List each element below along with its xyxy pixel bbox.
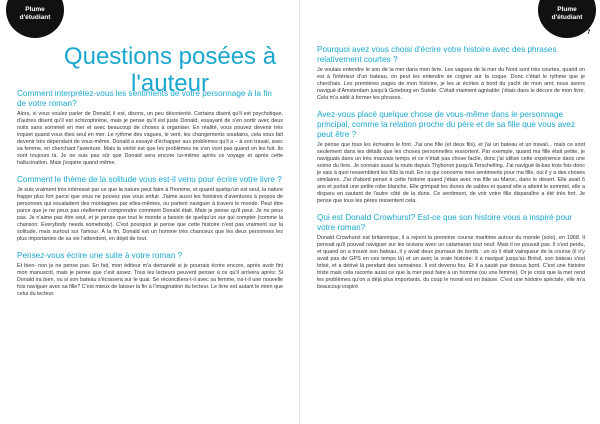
answer-text: Donald Crowhurst est britannique, il a rejoint la première course maritime autour du monde (solo), en 1968. Il pensait qu'il pouvait naviguer sur les océans avec un catamaran tout neuf. Mais il ne pouvait pas. Il s'est perdu, et quand on a trouvé son bateau, il y avait deux journaux de bords : un où il était vainqueur de la course (il n'y avait pas de GPS en ces temps là) et un avec la vraie histoire: il a navigué jusqu'au Brésil, son bateau s'est brisé, et a dérivé là pendant des semaines. Il est devenu fou. Et il a sauté par dessus bord. C'est une histoire triste mais cela raconte aussi ce que la mer peut faire à un homme (ou une femme). Or je crois que la mer rend les problèmes qu'on a déjà plus importants, du coup le moral est en baisse. C'est une histoire spéciale, elle m'a beaucoup inspiré. <box>317 235 585 290</box>
section-tab <box>6 0 64 38</box>
section-tab-label: Plume d'étudiant <box>551 6 583 21</box>
question-heading: Qui est Donald Crowhurst? Est-ce que son histoire vous a inspiré pour votre roman? <box>317 213 573 232</box>
answer-text: Je voulais entendre le son de la mer dans mon livre. Les vagues de la mer du Nord sont très courtes, quand on est à l'intérieur d'un bateau, on peut les entendre se cogner sur la coque. Donc c'était le rythme que je cherchais. Les premières pages de mon histoire, je les ai écrites à bord du yacht de mon ami; nous avons navigué d'Amsterdam jusqu'à Goteborg en Suède. C'était vraiment agréable: j'étais dans le décors de mon livre. Cela m'a aidé à former les phrases. <box>317 67 585 101</box>
right-page <box>300 0 600 424</box>
answer-text: Je suis vraiment très intéressé par ce que la nature peut faire à l'homme, et quand quelqu'un est seul, la nature frappe plus fort parce que vous ne pouvez pas vous enfuir. J'aime aussi les histoires d'aventures à propos de personnes qui escaladent des montagnes par elles-mêmes, ou partent naviguer à travers le monde. Peut être parce que je ne peux pas réellement comprendre comment Donald était. Mais je pense qu'il peut. Je ne peux pas. Je n'aime pas être seul, et je pense que tout le monde a besoin de quelqu'un sur qui compter (comme la chanson: Everybody needs somebody). C'est pourquoi je pense que cette histoire n'est pas vraiment sur la solitude, mais surtout sur l'amour. À la fin, Donald est un homme très chanceux que les deux personnes les plus importantes de sa vie l'attendent, en dépit de tout. <box>17 187 283 242</box>
answer-text: Alors, si vous voulez parler de Donald, il est, disons, un peu désorienté. Certains disent qu'il est psychotique, d'autres disent qu'il est schizophrène, mais je pense qu'il est juste Donald, essayant de s'en sortir avec deux nuits sans sommeil en mer et avec beaucoup de choses à organiser. En réalité, vous pouvez devenir très inquiet quand vous êtes seul en mer. Le rythme des vagues, le vent, les changements soudains, cela vous fait devenir très dépendant de vous-même. Donald a essayé d'échapper aux problèmes qu'il a – à son travail, avec sa femme, en cherchant l'aventure. Mais la vérité est que les problèmes ne s'en vont pas quand on les fuit. Ils sont toujours là. Je ne suis pas sûr que Donald sera encore lui-même après ce voyage et après cette hallucination. Mais j'espère quand même. <box>17 111 283 166</box>
question-heading: Pensez-vous écrire une suite à votre roman ? <box>17 251 183 260</box>
question-heading: Comment le thème de la solitude vous est-il venu pour écrire votre livre ? <box>17 175 282 184</box>
page-title: Questions posées à l'auteur <box>63 43 277 98</box>
question-heading: Avez-vous placé quelque chose de vous-même dans le personnage principal, comme la relation proche du père et de sa fille que vous avez peut être ? <box>317 110 576 139</box>
answer-text: Je pense que tous les écrivains le font. J'ai une fille (et deux fils), et j'ai un bateau et un travail... mais ce sont seulement dans les détails que les choses personnelles ressortent. Par exemple, quand ma fille était petite, je naviguais dans un très mauvais temps et ce n'était pas chose facile, donc j'ai utilisé cette expérience dans une scène du livre. Je connais aussi la route depuis Thyboron jusqu'à Terschelling. J'ai navigué là-bas trois fois donc je sais à quoi ressemblent les fûts la nuit. En ce qui concerne mes sentiments pour ma fille, oui il y a des choses similaires. J'ai d'abord pensé à cette histoire quand j'étais avec ma fille au Maroc, dans le désert. Elle avait 6 ans et portait une petite robe blanche. Elle grimpait les dunes de sables et quand elle a atteint le sommet, elle a disparu en sautant de l'autre côté de la dune. Ce sentiment, de voir votre fille disparaître a été très fort. Je pense que tous les pères ressentent cela. <box>317 142 585 204</box>
question-heading: Pourquoi avez vous choisi d'écrire votre histoire avec des phrases relativement courtes ? <box>317 45 557 64</box>
section-tab-label: Plume d'étudiant <box>19 6 51 21</box>
answer-text: Et bien- non je ne pense pas. En fait, mon éditeur m'a demandé si je pourrais écrire encore, après avoir fini mon manuscrit, mais je pense que c'est assez. Tous les lecteurs peuvent penser à ce qu'il arrivera après: Si Donald ira bien, ou si son bateau s'écrasera sur le quai. Se réconciliera-t-il avec sa femme, ira-t-il une nouvelle fois naviguer avec sa fille? C'est mieux de laisser la fin à l'imagination du lecteur. Le livre est autant le mien que celui du lecteur. <box>17 263 283 297</box>
question-heading: Comment interprétez-vous les sentiments de votre personnage à la fin de votre roman? <box>17 89 272 108</box>
page-number: 6 <box>9 30 13 36</box>
left-column <box>17 89 283 306</box>
page-number: 7 <box>587 30 591 36</box>
right-column <box>317 45 585 299</box>
